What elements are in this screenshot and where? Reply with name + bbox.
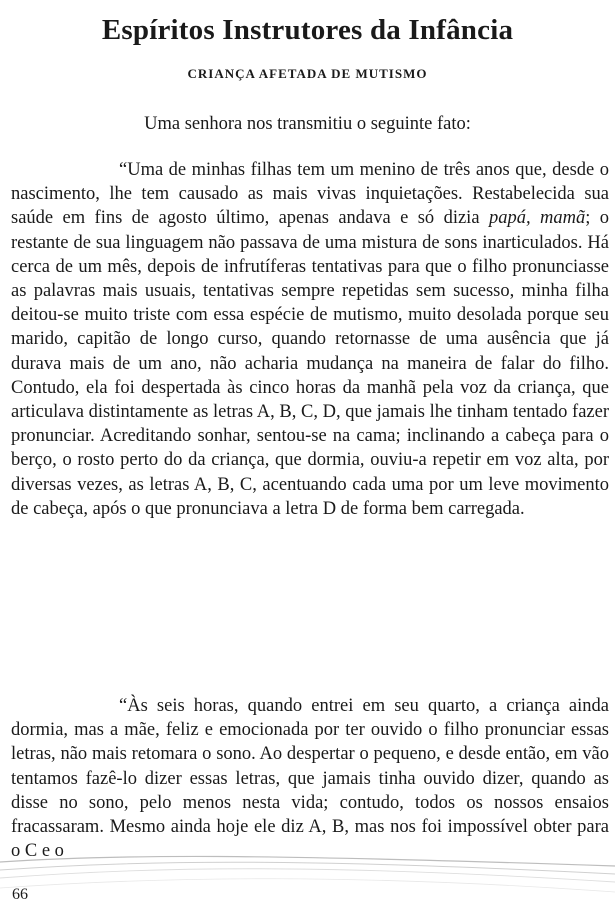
paragraph-1-italic: papá, mamã: [488, 208, 586, 229]
paragraph-2: “Às seis horas, quando entrei em seu quarto, a criança ainda dormia, mas a mãe, feliz e emocionada por ter ouvido o filho pronunciar essas letras, não mais retomara o sono. Ao despertar o pequeno, e desde então, em vão tentamos fazê-lo dizer essas letras, que jamais tinha ouvido dizer, quando as disse no sono, pelo menos nesta vida; contudo, todos os nossos ensaios fracassaram. Mesmo ainda hoje ele diz A, B, mas nos foi impossível obter para o C e o: [11, 696, 609, 862]
paragraph-1-text-a: “Uma de minhas filhas tem um menino de três anos que, desde o nascimento, lhe tem causado as mais vivas inquietações. Restabelecida sua saúde em fins de agosto último, apenas andava e só dizia: [11, 160, 609, 229]
page-number: 66: [12, 886, 28, 903]
paragraph-1-text-b: ; o restante de sua linguagem não passava de uma mistura de sons inarticulados. Há cerca de um mês, depois de infrutíferas tentativas para que o filho pronunciasse as palavras mais usuais, tentativas sempre repetidas sem sucesso, minha filha deitou-se muito triste com essa espécie de mutismo, muito desolada porque seu marido, capitão de longo curso, quando retornasse de uma ausência que já durava mais de um ano, não acharia mudança na maneira de falar do filho. Contudo, ela foi despertada às cinco horas da manhã pela voz da criança, que articulava distintamente as letras A, B, C, D, que jamais lhe tinham tentado fazer pronunciar. Acreditando sonhar, sentou-se na cama; inclinando a cabeça para o berço, o rosto perto do da criança, que dormia, ouviu-a repetir em voz alta, por diversas vezes, as letras A, B, C, acentuando cada uma por um leve movimento de cabeça, após o que pronunciava a letra D de forma bem carregada.: [11, 208, 609, 519]
section-subtitle: CRIANÇA AFETADA DE MUTISMO: [187, 66, 428, 81]
paragraph-1: [11, 158, 609, 521]
chapter-title: Espíritos Instrutores da Infância: [101, 14, 514, 46]
footer-swoosh-ornament: [0, 848, 615, 917]
intro-line: Uma senhora nos transmitiu o seguinte fato:: [144, 114, 471, 134]
